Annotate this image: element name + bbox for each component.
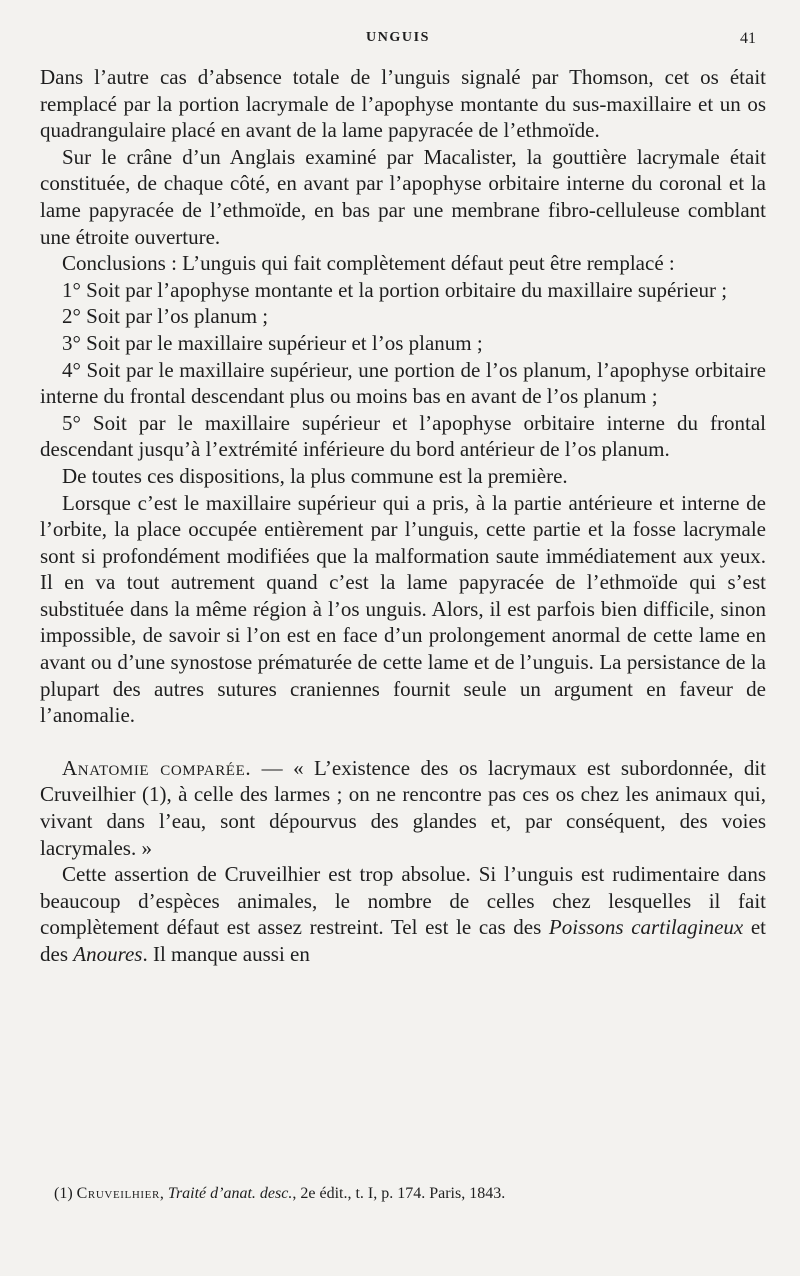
paragraph-macalister: Sur le crâne d’un Anglais examiné par Macalister, la gouttière lacrymale était constituée, de chaque côté, en avant par l’apophyse orbitaire interne du coronal et la lame papyracée de l’ethmoïde, en bas par une membrane fibro-celluleuse comblant une étroite ouverture. — [40, 144, 766, 249]
list-item: 4° Soit par le maxillaire supérieur, une portion de l’os planum, l’apophyse orbitaire interne du frontal descendant plus ou moins bas en avant de l’os planum ; — [40, 357, 766, 409]
footnote-marker: (1) — [54, 1185, 77, 1202]
assertion-text: Cette assertion de Cruveilhier est trop absolue. Si l’unguis est rudimentaire dans beaucoup d’espèces animales, le nombre de celles chez lesquelles il fait complètement défaut est assez restreint. Tel est le cas des — [40, 862, 766, 940]
footnote-reference: , 2e édit., t. I, p. 174. Paris, 1843. — [292, 1185, 506, 1202]
italic-term: Poissons cartilagineux — [548, 915, 744, 940]
assertion-text: . Il manque aussi en — [142, 942, 310, 966]
footnote-separator: , — [159, 1185, 168, 1202]
paragraph-most-common: De toutes ces dispositions, la plus commune est la première. — [62, 463, 568, 488]
section-gap — [40, 729, 766, 755]
paragraph-thomson: Dans l’autre cas d’absence totale de l’unguis signalé par Thomson, cet os était remplacé par la portion lacrymale de l’apophyse montante du sus-maxillaire et un os quadrangulaire placé en avant de la lame papyracée de l’ethmoïde. — [40, 65, 766, 143]
section-heading: Anatomie comparée. — [62, 755, 252, 780]
paragraph-comparative-anatomy — [40, 755, 766, 861]
list-item: 5° Soit par le maxillaire supérieur et l’apophyse orbitaire interne du frontal descendant jusqu’à l’extrémité inférieure du bord antérieur de l’os planum. — [40, 410, 766, 462]
paragraph-conclusions: Conclusions : L’unguis qui fait complètement défaut peut être remplacé : — [62, 251, 675, 276]
paragraph-assertion — [40, 861, 766, 967]
running-title: UNGUIS — [366, 30, 431, 45]
assertion-text: et des — [40, 915, 767, 966]
list-item: 1° Soit par l’apophyse montante et la portion orbitaire du maxillaire supérieur ; — [62, 277, 728, 302]
footnote-author: Cruveilhier — [76, 1185, 160, 1202]
page-number: 41 — [740, 30, 756, 47]
footnote-title: Traité d’anat. desc. — [167, 1185, 293, 1202]
body-text — [40, 64, 766, 968]
paragraph-malformation: Lorsque c’est le maxillaire supérieur qui a pris, à la partie antérieure et interne de l’orbite, la place occupée entièrement par l’unguis, cette partie et la fosse lacrymale sont si profondément modifiées que la malformation saute immédiatement aux yeux. Il en va tout autrement quand c’est la lame papyracée de l’ethmoïde qui s’est substituée dans la même région à l’os unguis. Alors, il est parfois bien difficile, sinon impossible, de savoir si l’on est en face d’un prolongement anormal de cette lame en avant ou d’une synostose prématurée de cette lame et de l’unguis. La persistance de la plupart des autres sutures craniennes fournit seule un argument en faveur de l’anomalie. — [40, 490, 766, 728]
list-item: 3° Soit par le maxillaire supérieur et l’os planum ; — [62, 330, 483, 355]
footnote — [54, 1184, 774, 1204]
italic-term: Anoures — [73, 942, 143, 966]
running-head — [0, 28, 800, 50]
comparative-quote: — « L’existence des os lacrymaux est subordonnée, dit Cruveilhier (1), à celle des larmes ; on ne rencontre pas ces os chez les animaux qui, vivant dans l’eau, sont dépourvus des glandes et, par conséquent, des voies lacrymales. » — [40, 755, 766, 860]
list-item: 2° Soit par l’os planum ; — [62, 304, 269, 329]
